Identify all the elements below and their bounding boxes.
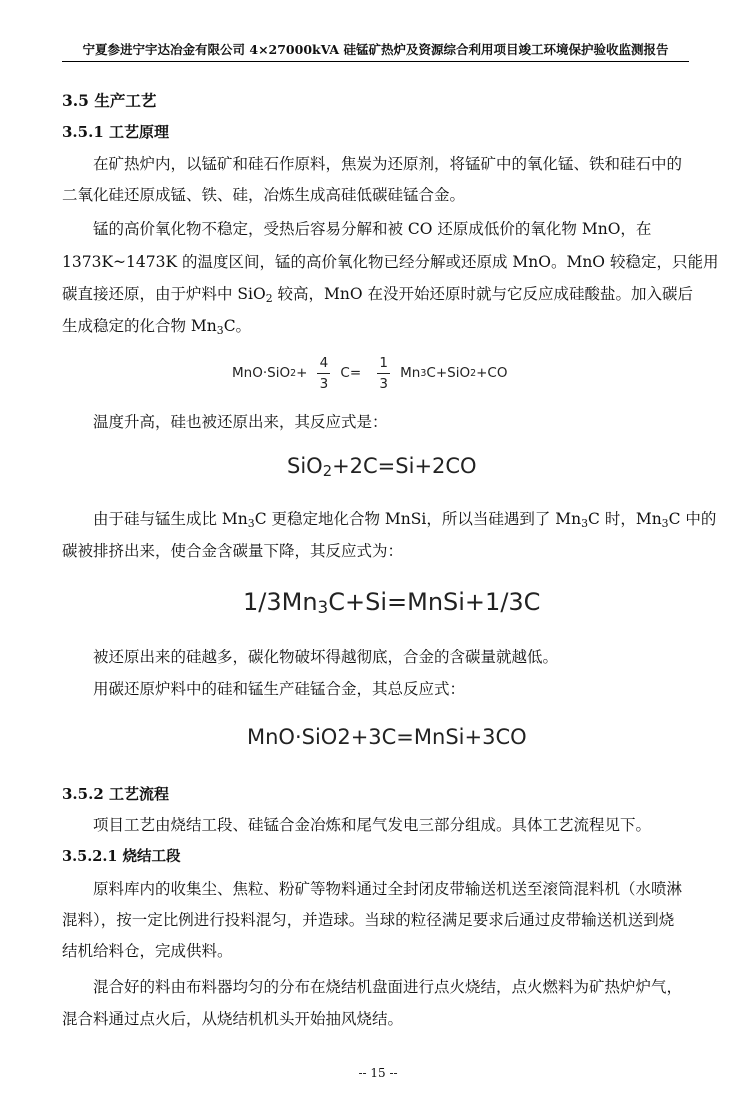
paragraph-line: 用碳还原炉料中的硅和锰生产硅锰合金，其总反应式： [93,680,466,698]
paragraph-line: 混合料通过点火后，从烧结机机头开始抽风烧结。 [62,1010,404,1028]
section-title-3-5: 3.5 生产工艺 [62,91,157,110]
paragraph-line: 生成稳定的化合物 $Mn_3C$。 [62,317,252,337]
section-title-3-5-1: 3.5.1 工艺原理 [62,123,169,141]
fraction-one-third: $\frac{1}{3}$ [377,354,390,393]
equation-mno-reduction: MnO·SiO 2 + $\frac{4}{3}$ C= $\frac{1}{3}$ Mn 3 C+SiO 2 +CO [232,354,508,392]
paragraph-line: 项目工艺由烧结工段、硅锰合金冶炼和尾气发电三部分组成。具体工艺流程见下。 [93,816,652,834]
page-number: -- 15 -- [358,1066,398,1080]
paragraph-line: 锰的高价氧化物不稳定，受热后容易分解和被 CO 还原成低价的氧化物 MnO，在 [93,220,652,238]
fraction-four-thirds: $\frac{4}{3}$ [317,354,330,393]
paragraph-line: 原料库内的收集尘、焦粒、粉矿等物料通过全封闭皮带输送机送至滚筒混料机（水喷淋 [93,880,683,898]
paragraph-line: 温度升高，硅也被还原出来，其反应式是： [93,413,388,431]
section-title-3-5-2-1: 3.5.2.1 烧结工段 [62,848,181,865]
paragraph-line: 二氧化硅还原成锰、铁、硅，冶炼生成高硅低碳硅锰合金。 [62,186,466,204]
paragraph-line: 碳直接还原，由于炉料中 SiO$_2$ 较高，MnO 在没开始还原时就与它反应成硅酸盐。加入碳后 [62,285,694,305]
header-divider [62,61,689,62]
report-header: 宁夏参进宁宇达冶金有限公司 4×27000kVA 硅锰矿热炉及资源综合利用项目竣工环境保护验收监测报告 [82,42,669,57]
section-title-3-5-2: 3.5.2 工艺流程 [62,785,169,803]
paragraph-line: 混料），按一定比例进行投料混匀，并造球。当球的粒径满足要求后通过皮带输送机送到烧 [62,911,675,929]
equation-mnsi-formation: 1/3Mn3C+Si=MnSi+1/3C [243,588,541,617]
paragraph-line: 由于硅与锰生成比 $Mn_3C$ 更稳定地化合物 MnSi，所以当硅遇到了 $Mn_3C$ 时，$Mn_3C$ 中的 [93,510,717,530]
paragraph-line: 混合好的料由布料器均匀的分布在烧结机盘面进行点火烧结，点火燃料为矿热炉炉气， [93,978,683,996]
paragraph-line: 被还原出来的硅越多，碳化物破坏得越彻底，合金的含碳量就越低。 [93,648,559,666]
paragraph-line: 碳被排挤出来，使合金含碳量下降，其反应式为： [62,542,404,560]
equation-silicon-reduction: SiO$_2$+2C=Si+2CO [287,454,477,480]
paragraph-line: 在矿热炉内，以锰矿和硅石作原料，焦炭为还原剂，将锰矿中的氧化锰、铁和硅石中的 [93,155,683,173]
paragraph-line: 1373K~1473K 的温度区间，锰的高价氧化物已经分解或还原成 MnO。MnO 较稳定，只能用 [62,253,719,271]
paragraph-line: 结机给料仓，完成供料。 [62,942,233,960]
equation-overall-reaction: MnO·SiO2+3C=MnSi+3CO [247,725,527,749]
